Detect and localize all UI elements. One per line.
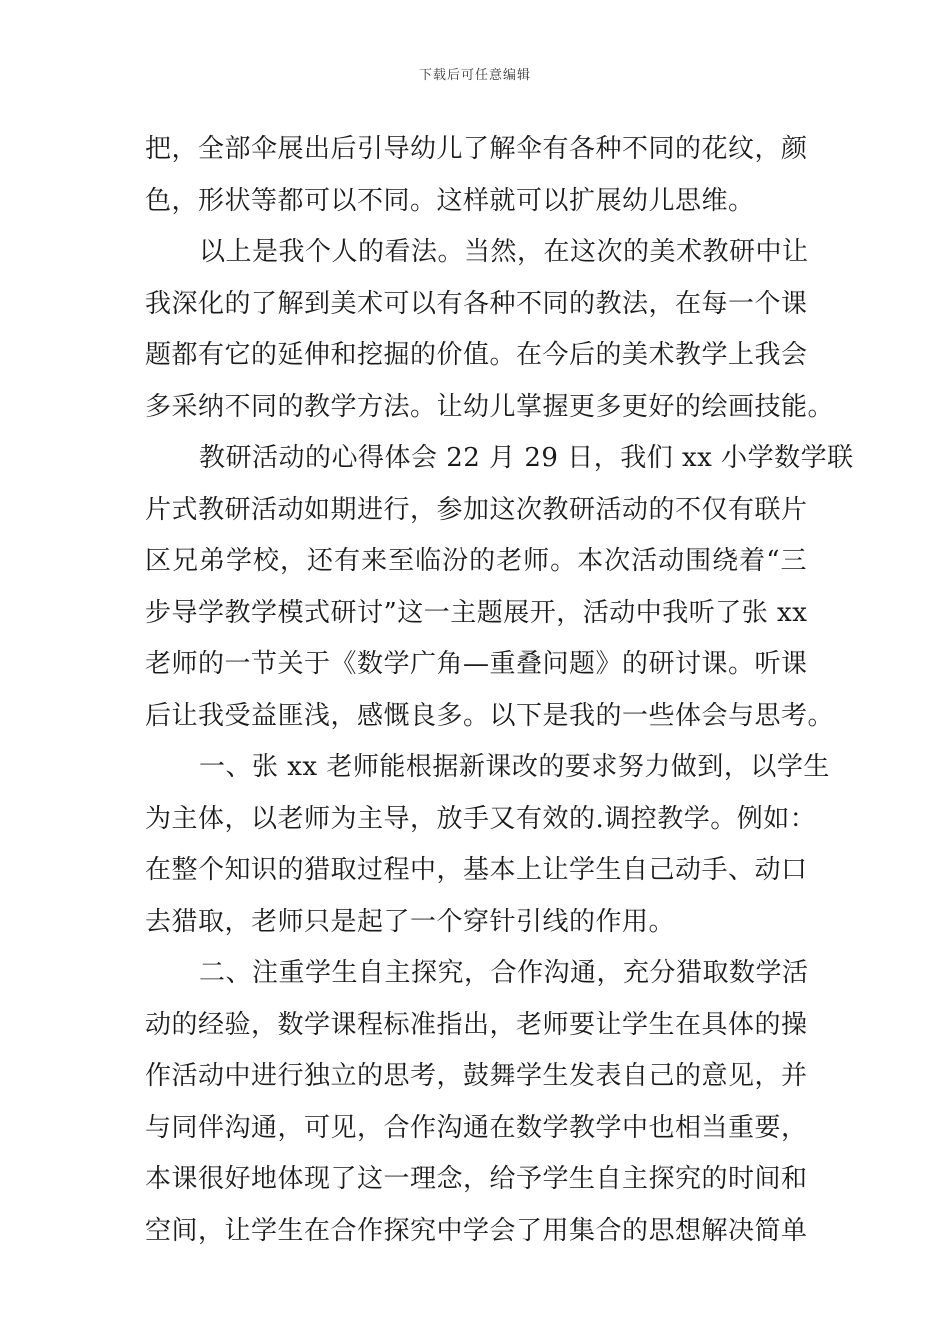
- text-line: 步导学教学模式研讨”这一主题展开，活动中我听了张 xx: [145, 597, 808, 628]
- text-line: 动的经验，数学课程标准指出，老师要让学生在具体的操: [145, 1009, 808, 1040]
- text-line: 我深化的了解到美术可以有各种不同的教法，在每一个课: [145, 288, 808, 319]
- text-line: 本课很好地体现了这一理念，给予学生自主探究的时间和: [145, 1164, 808, 1194]
- text-line: 一、张 xx 老师能根据新课改的要求努力做到，以学生: [199, 752, 830, 782]
- text-line: 为主体，以老师为主导，放手又有效的.调控教学。例如：: [145, 803, 817, 834]
- text-line: 题都有它的延伸和挖掘的价值。在今后的美术教学上我会: [145, 340, 808, 370]
- paragraph-3: [145, 433, 854, 742]
- text-line: 以上是我个人的看法。当然，在这次的美术教研中让: [199, 237, 809, 267]
- text-line: 教研活动的心得体会 22 月 29 日，我们 xx 小学数学联: [199, 443, 854, 473]
- text-line: 片式教研活动如期进行，参加这次教研活动的不仅有联片: [145, 494, 808, 525]
- text-line: 二、注重学生自主探究，合作沟通，充分猎取数学活: [199, 958, 809, 988]
- page-header: 下载后可任意编辑: [418, 68, 531, 83]
- text-line: 空间，让学生在合作探究中学会了用集合的思想解决简单: [145, 1215, 808, 1246]
- text-line: 作活动中进行独立的思考，鼓舞学生发表自己的意见，并: [145, 1061, 808, 1091]
- text-line: 在整个知识的猎取过程中，基本上让学生自己动手、动口: [145, 855, 808, 885]
- text-line: 区兄弟学校，还有来至临汾的老师。本次活动围绕着“三: [145, 546, 807, 576]
- text-line: 后让我受益匪浅，感慨良多。以下是我的一些体会与思考。: [145, 700, 835, 731]
- text-line: 去猎取，老师只是起了一个穿针引线的作用。: [145, 906, 676, 937]
- text-line: 老师的一节关于《数学广角—重叠问题》的研讨课。听课: [145, 649, 808, 679]
- text-line: 与同伴沟通，可见，合作沟通在数学教学中也相当重要，: [145, 1112, 808, 1143]
- document-body: [145, 124, 854, 1257]
- paragraph-1: [145, 124, 807, 227]
- paragraph-4: [145, 742, 830, 948]
- text-line: 色，形状等都可以不同。这样就可以扩展幼儿思维。: [145, 185, 755, 216]
- text-line: 把，全部伞展出后引导幼儿了解伞有各种不同的花纹，颜: [145, 134, 808, 164]
- paragraph-2: [145, 227, 835, 433]
- text-line: 多采纳不同的教学方法。让幼儿掌握更多更好的绘画技能。: [145, 391, 835, 422]
- paragraph-5: [145, 948, 807, 1257]
